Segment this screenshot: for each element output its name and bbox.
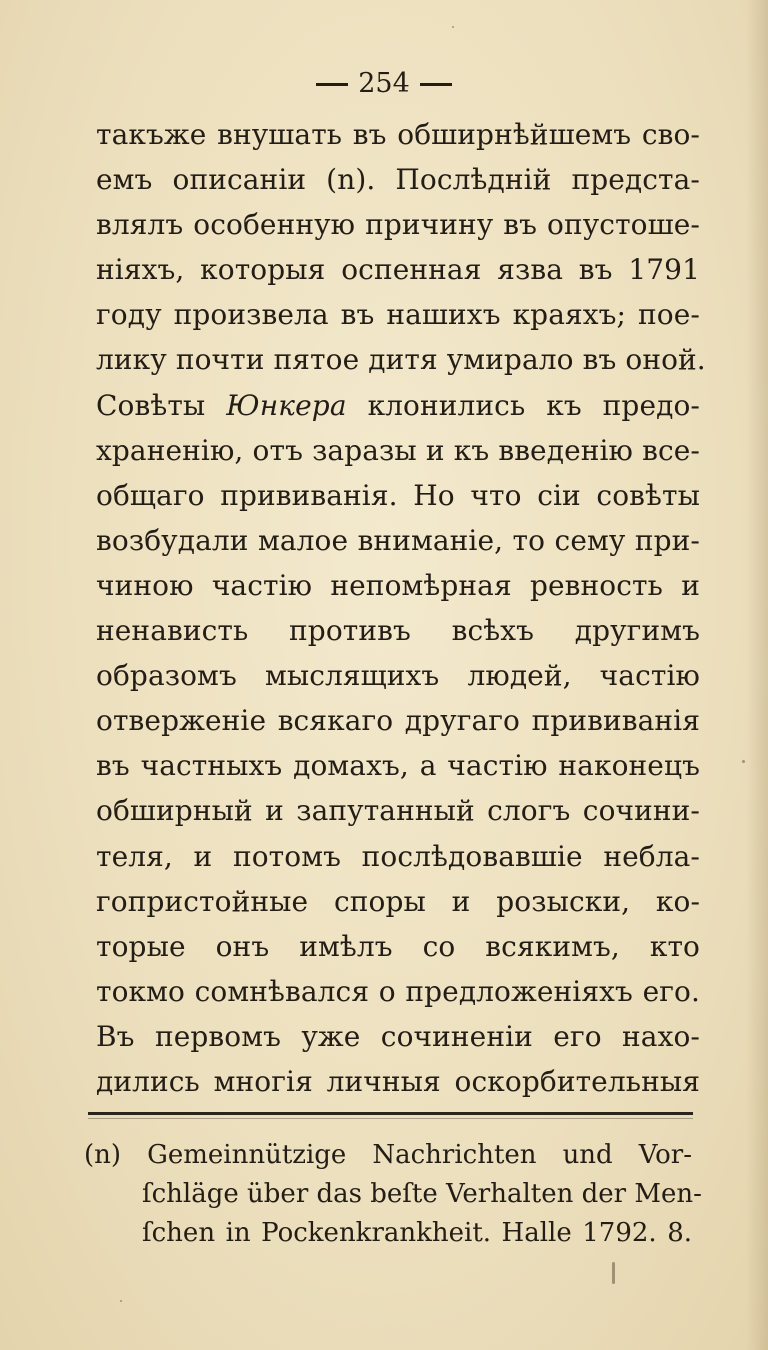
text-line: ніяхъ, которыя оспенная язва въ 1791 bbox=[96, 253, 700, 287]
paper-speck bbox=[742, 760, 745, 763]
text-line: гопристойные споры и розыски, ко- bbox=[96, 884, 700, 918]
paper-speck bbox=[120, 1300, 122, 1302]
text-line: году произвела въ нашихъ краяхъ; пое- bbox=[96, 298, 700, 332]
page-edge-shadow bbox=[746, 0, 768, 1350]
text-line: въ частныхъ домахъ, а частію наконецъ bbox=[96, 749, 700, 783]
text-line bbox=[96, 383, 700, 428]
footnote-divider-shadow bbox=[88, 1118, 693, 1119]
text-line: отверженіе всякаго другаго прививанія bbox=[96, 704, 700, 738]
paper-speck bbox=[612, 1262, 615, 1284]
paper-speck bbox=[452, 26, 454, 28]
page-number-header bbox=[0, 66, 768, 102]
text-line: такъже внушать въ обширнѣйшемъ сво- bbox=[96, 118, 700, 151]
footnote-divider bbox=[88, 1112, 693, 1115]
italic-name: Юнкера bbox=[226, 388, 347, 422]
footnote-line: (n) Gemeinnützige Nachrichten und Vor- bbox=[84, 1140, 692, 1170]
text-line: храненію, отъ заразы и къ введенію все- bbox=[96, 433, 700, 467]
text-line: возбудали малое вниманіе, то сему при- bbox=[96, 523, 700, 557]
footnote bbox=[84, 1136, 702, 1253]
text-line: Въ первомъ уже сочиненіи его нахо- bbox=[96, 1019, 700, 1053]
main-text bbox=[96, 112, 706, 1104]
text-line: общаго прививанія. Но что сіи совѣты bbox=[96, 478, 700, 512]
text-line: емъ описаніи (n). Послѣдній предста- bbox=[96, 163, 700, 197]
text-line: ненависть противъ всѣхъ другимъ bbox=[96, 614, 700, 648]
text-line: теля, и потомъ послѣдовавшіе неблa- bbox=[96, 839, 700, 873]
footnote-line: ſchen in Pockenkrankheit. Halle 1792. 8. bbox=[142, 1218, 692, 1248]
text-line: образомъ мыслящихъ людей, частію bbox=[96, 659, 700, 693]
text-line: чиною частію непомѣрная ревность и bbox=[96, 568, 700, 602]
text-line: дились многія личныя оскорбительныя bbox=[96, 1064, 700, 1098]
text-line: торые онъ имѣлъ со всякимъ, кто bbox=[96, 929, 700, 963]
text-line: токмо сомнѣвался о предложеніяхъ его. bbox=[96, 974, 700, 1008]
text-fragment: Совѣты bbox=[96, 388, 206, 422]
text-fragment: клонились къ предо- bbox=[367, 388, 700, 422]
text-line: лику почти пятое дитя умирало въ оной. bbox=[96, 343, 706, 377]
page-number: 254 bbox=[358, 68, 410, 99]
text-line: влялъ особенную причину въ опустоше- bbox=[96, 208, 700, 242]
text-line: обширный и запутанный слогъ сочини- bbox=[96, 794, 700, 828]
right-dash bbox=[420, 83, 452, 86]
footnote-line: ſchläge über das beſte Verhalten der Men- bbox=[142, 1179, 702, 1209]
left-dash bbox=[316, 83, 348, 86]
